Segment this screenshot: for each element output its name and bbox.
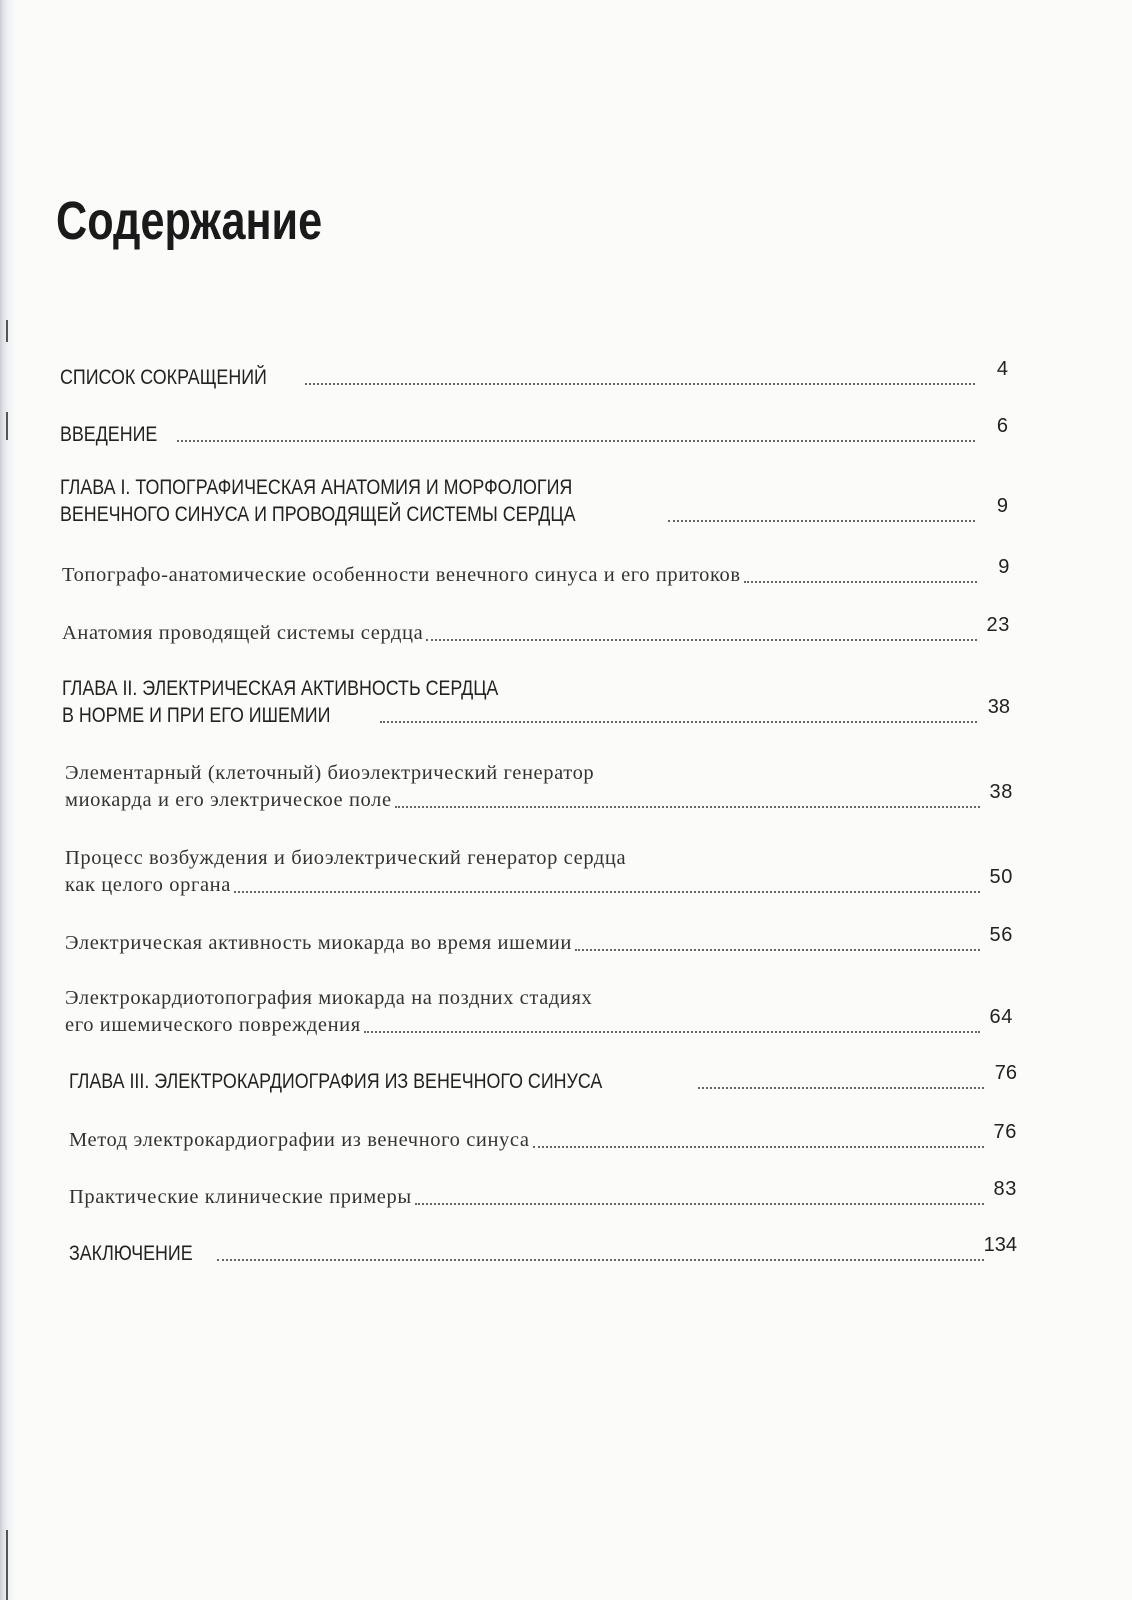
edge-mark [6, 412, 8, 440]
toc-entry [62, 556, 1010, 589]
toc-page-number: 38 [989, 781, 1013, 803]
toc-entry-title: СПИСОК СОКРАЩЕНИЙ [60, 366, 267, 389]
toc-entry-title: Анатомия проводящей системы сердца [62, 622, 424, 644]
toc-page-number: 64 [989, 1006, 1013, 1028]
dot-leader [426, 639, 977, 641]
toc-entry [65, 845, 1013, 899]
toc-entry-line [69, 1127, 987, 1154]
dot-leader [234, 891, 980, 893]
toc-entry-title: ВЕНЕЧНОГО СИНУСА И ПРОВОДЯЩЕЙ СИСТЕМЫ СЕРДЦА [60, 503, 576, 526]
page-binding-edge [0, 0, 16, 1600]
toc-page-number: 56 [989, 924, 1013, 946]
toc-entry-title: Электрическая активность миокарда во время ишемии [65, 932, 572, 954]
toc-entry-title: Элементарный (клеточный) биоэлектрический генератор [65, 762, 595, 784]
toc-entry-line [65, 985, 983, 1012]
toc-entry-title: В НОРМЕ И ПРИ ЕГО ИШЕМИИ [62, 704, 331, 727]
edge-mark [6, 320, 8, 342]
toc-entry-line [60, 421, 978, 448]
toc-entry-line [65, 872, 983, 899]
toc-page-number: 134 [983, 1234, 1017, 1256]
dot-leader [415, 1203, 984, 1205]
toc-entry-title: Процесс возбуждения и биоэлектрический генератор сердца [65, 847, 627, 869]
toc-entry-line [62, 562, 980, 589]
toc-entry-title: Метод электрокардиографии из венечного синуса [69, 1129, 530, 1151]
toc-entry [65, 760, 1013, 814]
toc-entry [65, 924, 1013, 957]
toc-entry-title: миокарда и его электрическое поле [65, 789, 392, 811]
page-title: Содержание [56, 191, 323, 251]
toc-page-number: 23 [986, 614, 1010, 636]
toc-entry-line [60, 501, 978, 528]
toc-entry-title: Электрокардиотопография миокарда на поздних стадиях [65, 987, 593, 1009]
toc-entry-line [69, 1240, 987, 1267]
toc-entry-title: как целого органа [65, 874, 231, 896]
toc-entry [69, 1234, 1017, 1267]
toc-entry-title: Практические клинические примеры [69, 1186, 412, 1208]
toc-entry-line [65, 787, 983, 814]
toc-entry-title: ГЛАВА III. ЭЛЕКТРОКАРДИОГРАФИЯ ИЗ ВЕНЕЧНОГО СИНУСА [69, 1070, 603, 1093]
toc-entry-line [60, 364, 978, 391]
toc-page-number: 83 [993, 1178, 1017, 1200]
toc-entry-line [62, 702, 980, 729]
toc-entry-title: ГЛАВА I. ТОПОГРАФИЧЕСКАЯ АНАТОМИЯ И МОРФОЛОГИЯ [60, 476, 573, 499]
dot-leader [575, 949, 980, 951]
toc-page-number: 76 [993, 1121, 1017, 1143]
toc-entry-line [65, 845, 983, 872]
table-of-contents [60, 0, 1017, 1600]
toc-page-number: 50 [989, 866, 1013, 888]
dot-leader [177, 440, 975, 442]
toc-page-number: 6 [996, 415, 1008, 437]
toc-entry [65, 985, 1013, 1039]
toc-entry [62, 675, 1010, 729]
toc-entry-line [62, 675, 980, 702]
dot-leader [364, 1031, 980, 1033]
toc-page-number: 9 [998, 556, 1010, 578]
toc-entry [69, 1121, 1017, 1154]
toc-entry-line [62, 620, 980, 647]
dot-leader [744, 581, 977, 583]
dot-leader [698, 1087, 984, 1089]
toc-page-number: 4 [996, 358, 1008, 380]
toc-entry [60, 358, 1008, 391]
toc-entry [60, 415, 1008, 448]
dot-leader [380, 721, 977, 723]
toc-page-number: 76 [994, 1062, 1017, 1084]
toc-entry-line [65, 1012, 983, 1039]
toc-entry [69, 1062, 1017, 1095]
toc-entry [62, 614, 1010, 647]
toc-entry-title: ГЛАВА II. ЭЛЕКТРИЧЕСКАЯ АКТИВНОСТЬ СЕРДЦА [62, 677, 499, 700]
toc-entry-title: его ишемического повреждения [65, 1014, 361, 1036]
toc-page-number: 9 [996, 495, 1008, 517]
toc-entry-title: ВВЕДЕНИЕ [60, 423, 158, 446]
toc-entry-line [69, 1068, 987, 1095]
toc-entry-title: Топографо-анатомические особенности венечного синуса и его притоков [62, 564, 741, 586]
toc-entry [69, 1178, 1017, 1211]
toc-entry-line [60, 474, 978, 501]
dot-leader [668, 520, 975, 522]
dot-leader [305, 383, 975, 385]
toc-entry-line [65, 930, 983, 957]
toc-entry-line [69, 1184, 987, 1211]
toc-page-number: 38 [987, 696, 1010, 718]
toc-entry-line [65, 760, 983, 787]
dot-leader [395, 806, 980, 808]
dot-leader [533, 1146, 984, 1148]
toc-entry-title: ЗАКЛЮЧЕНИЕ [69, 1242, 193, 1265]
toc-entry [60, 474, 1008, 528]
dot-leader [217, 1259, 985, 1261]
edge-mark [6, 1530, 8, 1600]
